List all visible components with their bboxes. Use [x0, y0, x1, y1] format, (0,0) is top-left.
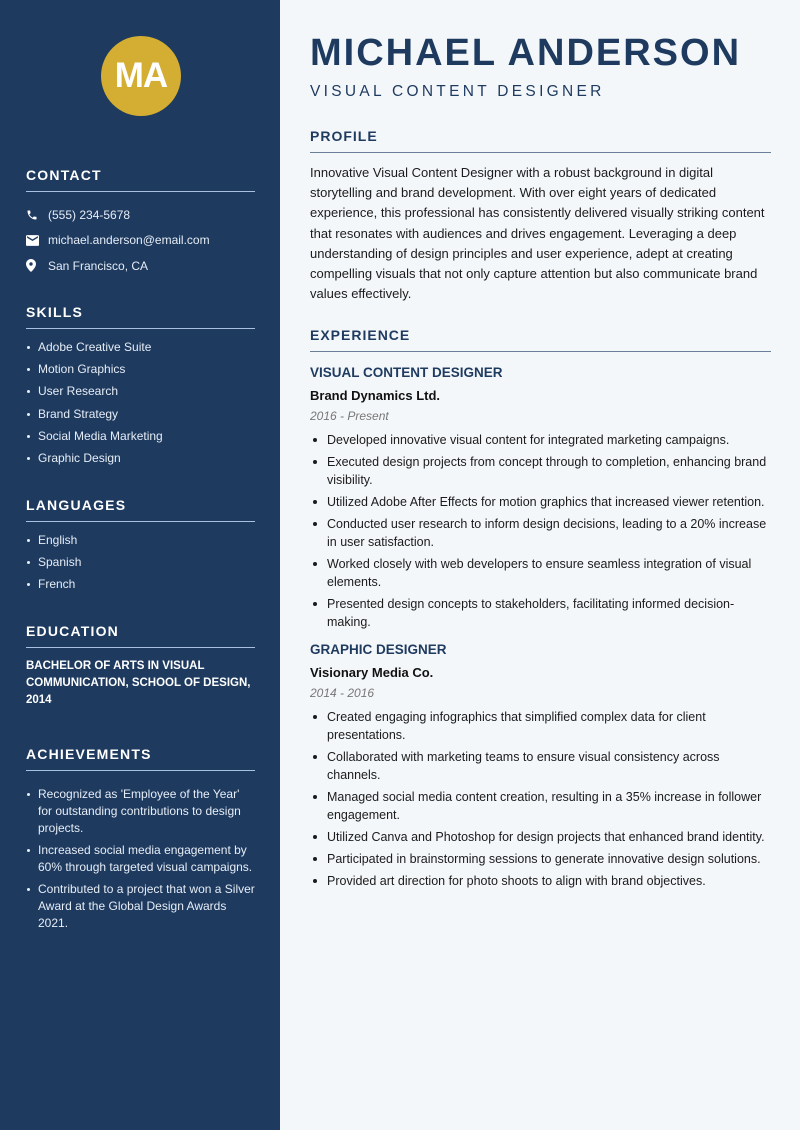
contact-location-text: San Francisco, CA	[48, 258, 149, 273]
education-title: EDUCATION	[26, 623, 255, 648]
job-bullets	[310, 708, 771, 890]
location-pin-icon	[26, 259, 48, 272]
languages-title: LANGUAGES	[26, 497, 255, 522]
job-bullet: Developed innovative visual content for integrated marketing campaigns.	[310, 431, 771, 449]
skills-title: SKILLS	[26, 304, 255, 329]
skill-item: Brand Strategy	[26, 406, 255, 423]
job-title: GRAPHIC DESIGNER	[310, 642, 447, 657]
education-degree: BACHELOR OF ARTS IN VISUAL COMMUNICATION, SCHOOL OF DESIGN, 2014	[26, 660, 251, 706]
profile-title: PROFILE	[310, 128, 771, 153]
achievements-section	[26, 746, 255, 938]
main-content	[280, 0, 800, 1130]
education-section	[26, 623, 255, 709]
contact-email-text[interactable]: michael.anderson@email.com	[48, 233, 210, 248]
contact-section	[26, 167, 255, 279]
achievement-item: Increased social media engagement by 60% through targeted visual campaigns.	[26, 842, 255, 876]
job-bullet: Provided art direction for photo shoots to align with brand objectives.	[310, 872, 771, 890]
job-bullets	[310, 431, 771, 631]
job-dates: 2016 - Present	[310, 409, 389, 423]
skills-list	[26, 339, 255, 467]
job-bullet: Conducted user research to inform design decisions, leading to a 20% increase in user satisfaction.	[310, 515, 771, 551]
full-name: MICHAEL ANDERSON	[310, 32, 742, 74]
skill-item: User Research	[26, 383, 255, 400]
job-entry	[310, 641, 771, 890]
achievements-title: ACHIEVEMENTS	[26, 746, 255, 771]
achievement-item: Recognized as 'Employee of the Year' for outstanding contributions to design projects.	[26, 786, 255, 837]
contact-email	[26, 228, 255, 254]
job-company: Brand Dynamics Ltd.	[310, 388, 441, 403]
skill-item: Motion Graphics	[26, 361, 255, 378]
skills-section	[26, 304, 255, 472]
contact-list	[26, 202, 255, 279]
experience-section	[310, 327, 771, 894]
job-dates: 2014 - 2016	[310, 686, 375, 700]
job-bullet: Collaborated with marketing teams to ensure visual consistency across channels.	[310, 748, 771, 784]
profile-text: Innovative Visual Content Designer with a robust background in digital storytelling and brand development. With over eight years of dedicated experience, this professional has consistently delivered visually striking content that resonates with audiences and drives engagement. Leveraging a deep understanding of design principles and user experience, adept at creating compelling visuals that not only capture attention but also communicate brand values effectively.	[310, 165, 765, 302]
job-bullet: Worked closely with web developers to ensure seamless integration of visual elements.	[310, 555, 771, 591]
sidebar	[0, 0, 280, 1130]
job-company: Visionary Media Co.	[310, 665, 434, 680]
experience-title: EXPERIENCE	[310, 327, 771, 352]
job-bullet: Executed design projects from concept through to completion, enhancing brand visibility.	[310, 453, 771, 489]
avatar	[101, 36, 181, 116]
phone-icon	[26, 209, 48, 221]
job-bullet: Created engaging infographics that simplified complex data for client presentations.	[310, 708, 771, 744]
profile-section	[310, 128, 771, 304]
achievements-list	[26, 786, 255, 932]
job-bullet: Utilized Canva and Photoshop for design projects that enhanced brand identity.	[310, 828, 771, 846]
contact-location	[26, 253, 255, 279]
contact-phone-text[interactable]: (555) 234-5678	[48, 207, 131, 222]
contact-phone	[26, 202, 255, 228]
email-icon	[26, 235, 48, 246]
job-entry	[310, 364, 771, 631]
skill-item: Social Media Marketing	[26, 428, 255, 445]
job-bullet: Managed social media content creation, resulting in a 35% increase in follower engagement.	[310, 788, 771, 824]
job-headline: VISUAL CONTENT DESIGNER	[310, 83, 605, 100]
languages-section	[26, 497, 255, 599]
skill-item: Graphic Design	[26, 450, 255, 467]
job-title: VISUAL CONTENT DESIGNER	[310, 365, 503, 380]
language-item: French	[26, 576, 255, 593]
job-bullet: Utilized Adobe After Effects for motion graphics that increased viewer retention.	[310, 493, 771, 511]
job-bullet: Participated in brainstorming sessions to generate innovative design solutions.	[310, 850, 771, 868]
languages-list	[26, 532, 255, 593]
language-item: Spanish	[26, 554, 255, 571]
contact-title: CONTACT	[26, 167, 255, 192]
achievement-item: Contributed to a project that won a Silver Award at the Global Design Awards 2021.	[26, 881, 255, 932]
job-bullet: Presented design concepts to stakeholders, facilitating informed decision-making.	[310, 595, 771, 631]
skill-item: Adobe Creative Suite	[26, 339, 255, 356]
language-item: English	[26, 532, 255, 549]
avatar-initials: MA	[114, 56, 168, 95]
